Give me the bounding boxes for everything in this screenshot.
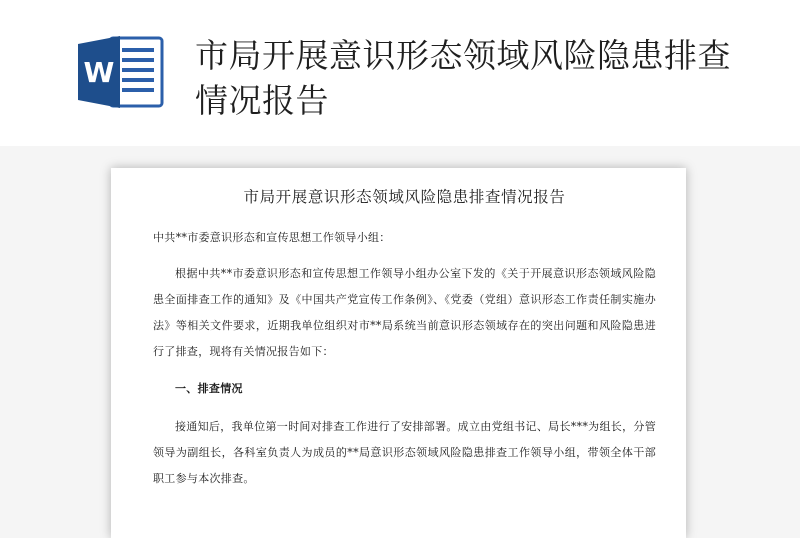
word-icon-letter: W [83,56,115,89]
banner-title: 市局开展意识形态领域风险隐患排查情况报告 [195,36,731,120]
intro-paragraph: 根据中共**市委意识形态和宣传思想工作领导小组办公室下发的《关于开展意识形态领域风险隐患全面排查工作的通知》及《中国共产党宣传工作条例》、《党委（党组）意识形态工作责任制实施办法》等相关文件要求，近期我单位组织对市**局系统当前意识形态领域存在的突出问题和风险隐患进行了排查，现将有关情况报告如下： [153,267,656,358]
banner [0,0,800,146]
section-heading: 一、排查情况 [175,382,243,395]
document-title: 市局开展意识形态领域风险隐患排查情况报告 [243,188,566,206]
section-paragraph: 接通知后，我单位第一时间对排查工作进行了安排部署。成立由党组书记、局长***为组长，分管领导为副组长，各科室负责人为成员的**局意识形态领域风险隐患排查工作领导小组，带领全体干部职工参与本次排查。 [153,420,656,485]
salutation: 中共**市委意识形态和宣传思想工作领导小组： [153,231,391,244]
word-document-icon [76,34,166,110]
document-page [111,168,686,538]
